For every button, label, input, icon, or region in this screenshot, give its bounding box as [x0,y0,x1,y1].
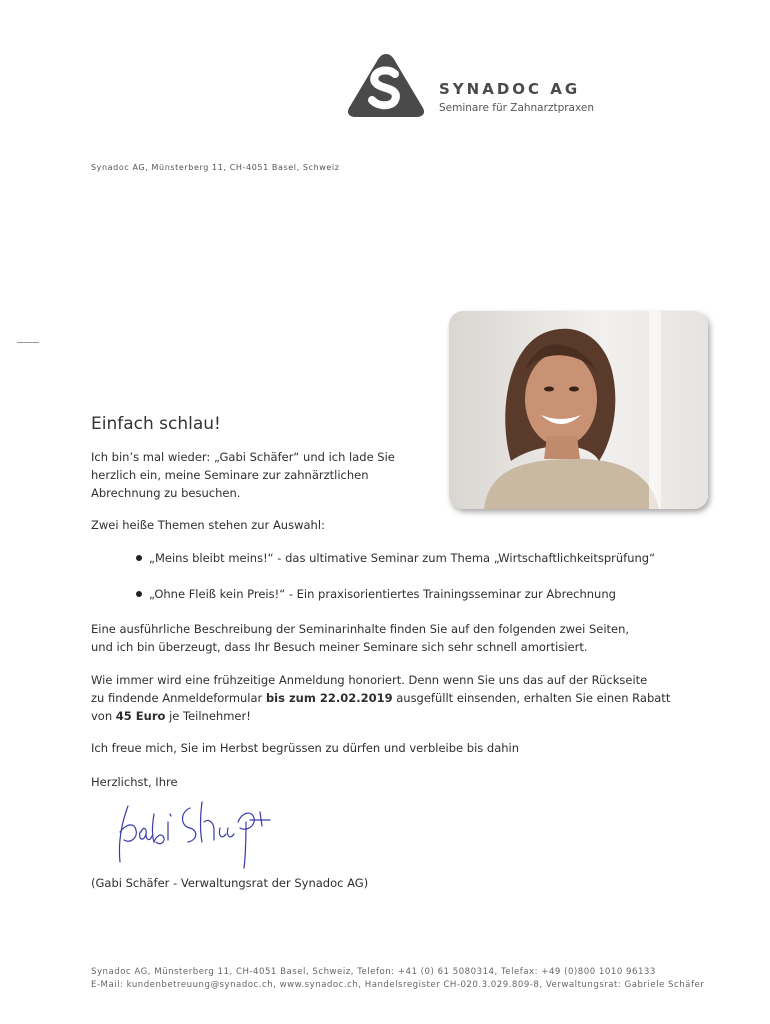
bullet-item [136,551,655,565]
discount-text: von [91,709,116,723]
bullet-text: „Meins bleibt meins!“ - das ultimative Seminar zum Thema „Wirtschaftlichkeitsprüfung“ [149,551,656,565]
discount-text: zu findende Anmeldeformular [91,691,266,705]
bullet-dot-icon [136,591,142,597]
signer-name: (Gabi Schäfer - Verwaltungsrat der Synadoc AG) [91,876,369,890]
themes-intro: Zwei heiße Themen stehen zur Auswahl: [91,518,325,532]
footer-registry-line: E-Mail: kundenbetreuung@synadoc.ch, www.synadoc.ch, Handelsregister CH-020.3.029.809-8, Verwaltungsrat: Gabriele Schäfer [91,980,705,990]
fold-mark [17,342,39,343]
closing-sentence: Ich freue mich, Sie im Herbst begrüssen zu dürfen und verbleibe bis dahin [91,741,520,755]
portrait-photo-icon [449,311,708,509]
intro-line: Abrechnung zu besuchen. [91,486,241,500]
discount-amount: 45 Euro [115,709,166,723]
intro-paragraph [91,448,395,502]
deadline-date: bis zum 22.02.2019 [265,691,393,705]
discount-line [91,689,670,707]
footer-contact-line: Synadoc AG, Münsterberg 11, CH-4051 Basel, Schweiz, Telefon: +41 (0) 61 5080314, Telefax: +49 (0)800 1010 96133 [91,967,656,977]
synadoc-logo-icon [346,52,426,118]
discount-text: ausgefüllt einsenden, erhalten Sie einen Rabatt [392,691,671,705]
company-name: SYNADOC AG [439,80,581,98]
bullet-item [136,587,616,601]
intro-line: Ich bin’s mal wieder: „Gabi Schäfer“ und ich lade Sie [91,450,395,464]
bullet-text: „Ohne Fleiß kein Preis!“ - Ein praxisorientiertes Trainingsseminar zur Abrechnung [149,587,616,601]
signature-icon [110,792,275,872]
greeting: Herzlichst, Ihre [91,775,178,789]
intro-line: herzlich ein, meine Seminare zur zahnärztlichen [91,468,369,482]
portrait-photo [449,311,708,509]
discount-line [91,707,670,725]
description-line: und ich bin überzeugt, dass Ihr Besuch meiner Seminare sich sehr schnell amortisiert. [91,640,588,654]
bullet-dot-icon [136,555,142,561]
description-line: Eine ausführliche Beschreibung der Seminarinhalte finden Sie auf den folgenden zwei Seiten, [91,622,630,636]
description-paragraph [91,620,629,656]
company-tagline: Seminare für Zahnarztpraxen [439,102,594,114]
discount-text: je Teilnehmer! [165,709,251,723]
discount-paragraph [91,671,670,725]
letter-headline: Einfach schlau! [91,414,221,434]
sender-address-line: Synadoc AG, Münsterberg 11, CH-4051 Basel, Schweiz [91,163,340,172]
discount-line: Wie immer wird eine frühzeitige Anmeldung honoriert. Denn wenn Sie uns das auf der Rückseite [91,673,648,687]
